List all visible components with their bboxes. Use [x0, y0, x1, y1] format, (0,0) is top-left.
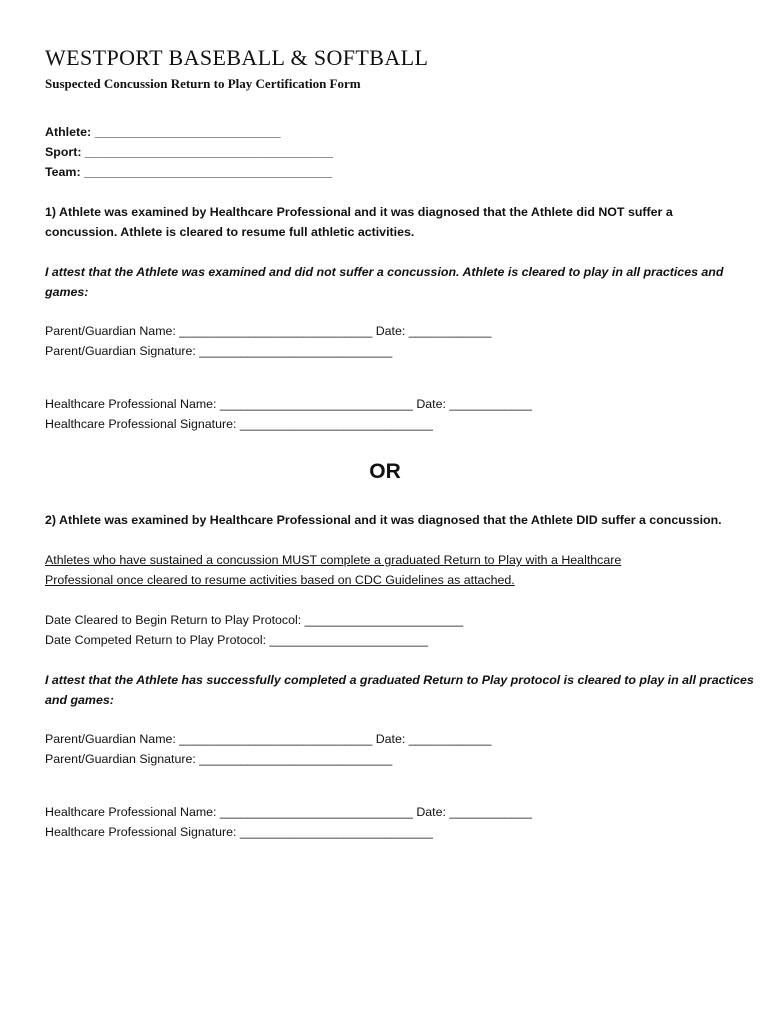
- section1-attest-line1: I attest that the Athlete was examined and did not suffer a concussion. Athlete is cleared to play in all practices and: [45, 265, 724, 279]
- page-title: WESTPORT BASEBALL & SOFTBALL: [45, 45, 429, 70]
- section1-attest-line2: games:: [45, 285, 89, 299]
- date-cleared-field[interactable]: Date Cleared to Begin Return to Play Protocol: _______________________: [45, 613, 464, 627]
- section2-attest-line1: I attest that the Athlete has successfully completed a graduated Return to Play protocol is cleared to play in all practices: [45, 673, 754, 687]
- section1-heading-line2: concussion. Athlete is cleared to resume full athletic activities.: [45, 225, 415, 239]
- section1-parent-signature-field[interactable]: Parent/Guardian Signature: ____________________________: [45, 344, 393, 358]
- date-completed-field[interactable]: Date Competed Return to Play Protocol: _______________________: [45, 633, 429, 647]
- section2-note-line2: Professional once cleared to resume activities based on CDC Guidelines as attached.: [45, 573, 515, 587]
- section1-parent-name-field[interactable]: Parent/Guardian Name: ____________________________ Date: ____________: [45, 324, 492, 338]
- section2-hcp-name-field[interactable]: Healthcare Professional Name: ____________________________ Date: ____________: [45, 805, 533, 819]
- section2-parent-signature-field[interactable]: Parent/Guardian Signature: ____________________________: [45, 752, 393, 766]
- section1-hcp-signature-field[interactable]: Healthcare Professional Signature: ____________________________: [45, 417, 433, 431]
- section2-parent-name-field[interactable]: Parent/Guardian Name: ____________________________ Date: ____________: [45, 732, 492, 746]
- section1-heading-line1: 1) Athlete was examined by Healthcare Professional and it was diagnosed that the Athlete did NOT suffer a: [45, 205, 673, 219]
- or-divider: OR: [369, 460, 401, 483]
- athlete-field[interactable]: Athlete: ___________________________: [45, 125, 281, 139]
- sport-field[interactable]: Sport: ____________________________________: [45, 145, 333, 159]
- section2-attest-line2: and games:: [45, 693, 114, 707]
- section2-heading: 2) Athlete was examined by Healthcare Professional and it was diagnosed that the Athlete DID suffer a concussion.: [45, 513, 722, 527]
- section1-hcp-name-field[interactable]: Healthcare Professional Name: ____________________________ Date: ____________: [45, 397, 533, 411]
- section2-hcp-signature-field[interactable]: Healthcare Professional Signature: ____________________________: [45, 825, 433, 839]
- form-subtitle: Suspected Concussion Return to Play Certification Form: [45, 76, 361, 91]
- section2-note-line1: Athletes who have sustained a concussion MUST complete a graduated Return to Play with a Healthcare: [45, 553, 622, 567]
- team-field[interactable]: Team: ____________________________________: [45, 165, 333, 179]
